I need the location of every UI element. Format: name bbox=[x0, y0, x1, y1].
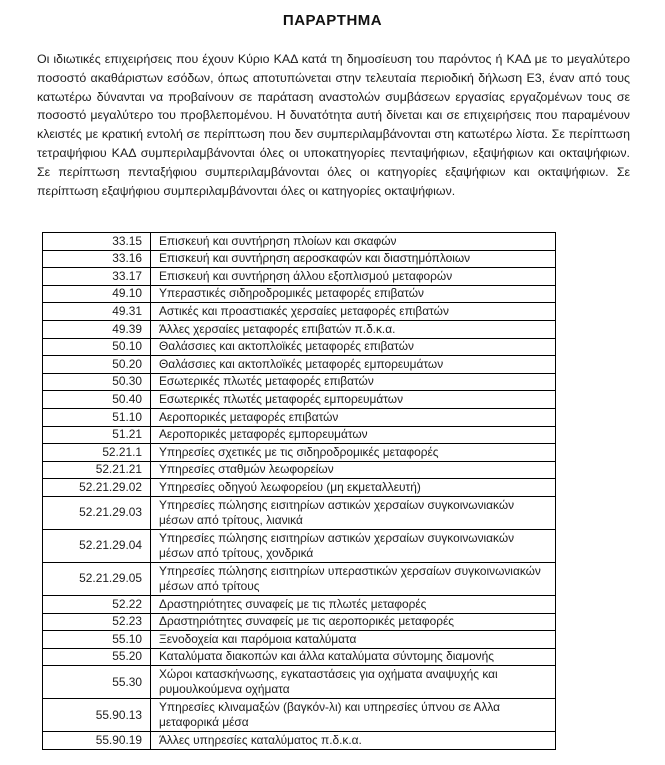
table-row bbox=[43, 444, 556, 462]
kad-code-cell: 52.21.29.02 bbox=[43, 479, 151, 497]
kad-description-cell: Δραστηριότητες συναφείς με τις αεροπορικές μεταφορές bbox=[151, 613, 556, 631]
kad-description-cell: Υπηρεσίες σχετικές με τις σιδηροδρομικές μεταφορές bbox=[151, 444, 556, 462]
intro-paragraph: Οι ιδιωτικές επιχειρήσεις που έχουν Κύριο ΚΑΔ κατά τη δημοσίευση του παρόντος ή ΚΑΔ με το μεγαλύτερο ποσοστό ακαθάριστων εσόδων, όπως αποτυπώνεται στην τελευταία περιοδική δήλωση Ε3, έναν από τους κατωτέρω δύνανται να προβαίνουν σε παράταση αναστολών συμβάσεων εργασίας εργαζομένων τους σε ποσοστό μεγαλύτερο του προβλεπομένου. Η δυνατότητα αυτή δίνεται και σε επιχειρήσεις που παραμένουν κλειστές με κρατική εντολή σε περίπτωση που δεν συμπεριλαμβάνονται στη κατωτέρω λίστα. Σε περίπτωση τετραψήφιου ΚΑΔ συμπεριλαμβάνονται όλες οι υποκατηγορίες πενταψήφιων, εξαψήφιων και οκταψήφιων. Σε περίπτωση πενταξήφιου συμπεριλαμβάνονται όλες οι κατηγορίες εξαψήφιων και οκταψήφιων. Σε περίπτωση εξαψήφιου συμπεριλαμβάνονται όλες οι κατηγορίες οκταψήφιων. bbox=[37, 52, 630, 198]
kad-description-cell: Άλλες χερσαίες μεταφορές επιβατών π.δ.κ.α. bbox=[151, 320, 556, 338]
kad-codes-table bbox=[42, 232, 556, 750]
table-row bbox=[43, 426, 556, 444]
table-row bbox=[43, 479, 556, 497]
kad-code-cell: 50.10 bbox=[43, 338, 151, 356]
table-row bbox=[43, 631, 556, 649]
kad-description-cell: Εσωτερικές πλωτές μεταφορές εμπορευμάτων bbox=[151, 391, 556, 409]
kad-description-cell: Επισκευή και συντήρηση πλοίων και σκαφών bbox=[151, 233, 556, 251]
table-row bbox=[43, 356, 556, 374]
kad-description-cell: Υπηρεσίες πώλησης εισιτηρίων αστικών χερσαίων συγκοινωνιακών μέσων από τρίτους, λιανικά bbox=[151, 496, 556, 529]
kad-description-cell: Δραστηριότητες συναφείς με τις πλωτές μεταφορές bbox=[151, 595, 556, 613]
kad-code-cell: 51.10 bbox=[43, 408, 151, 426]
kad-description-cell: Καταλύματα διακοπών και άλλα καταλύματα σύντομης διαμονής bbox=[151, 648, 556, 666]
kad-code-cell: 52.21.29.05 bbox=[43, 562, 151, 595]
kad-description-cell: Χώροι κατασκήνωσης, εγκαταστάσεις για οχήματα αναψυχής και ρυμουλκούμενα οχήματα bbox=[151, 666, 556, 699]
kad-description-cell: Επισκευή και συντήρηση άλλου εξοπλισμού μεταφορών bbox=[151, 268, 556, 286]
kad-code-cell: 52.22 bbox=[43, 595, 151, 613]
kad-code-cell: 52.21.1 bbox=[43, 444, 151, 462]
table-row bbox=[43, 461, 556, 479]
kad-code-cell: 50.30 bbox=[43, 373, 151, 391]
kad-table-body bbox=[43, 233, 556, 750]
kad-code-cell: 55.90.13 bbox=[43, 699, 151, 732]
kad-code-cell: 33.17 bbox=[43, 268, 151, 286]
kad-code-cell: 52.21.21 bbox=[43, 461, 151, 479]
kad-description-cell: Υπηρεσίες πώλησης εισιτηρίων υπεραστικών χερσαίων συγκοινωνιακών μέσων από τρίτους bbox=[151, 562, 556, 595]
table-row bbox=[43, 408, 556, 426]
kad-description-cell: Υπηρεσίες οδηγού λεωφορείου (μη εκμεταλλευτή) bbox=[151, 479, 556, 497]
kad-description-cell: Αστικές και προαστιακές χερσαίες μεταφορές επιβατών bbox=[151, 303, 556, 321]
table-row bbox=[43, 699, 556, 732]
kad-code-cell: 50.40 bbox=[43, 391, 151, 409]
kad-description-cell: Υπηρεσίες πώλησης εισιτηρίων αστικών χερσαίων συγκοινωνιακών μέσων από τρίτους, χονδρικά bbox=[151, 529, 556, 562]
kad-description-cell: Υπεραστικές σιδηροδρομικές μεταφορές επιβατών bbox=[151, 285, 556, 303]
kad-code-cell: 33.16 bbox=[43, 250, 151, 268]
table-row bbox=[43, 648, 556, 666]
table-row bbox=[43, 285, 556, 303]
kad-description-cell: Υπηρεσίες σταθμών λεωφορείων bbox=[151, 461, 556, 479]
kad-code-cell: 50.20 bbox=[43, 356, 151, 374]
kad-code-cell: 49.10 bbox=[43, 285, 151, 303]
kad-code-cell: 49.31 bbox=[43, 303, 151, 321]
table-row bbox=[43, 338, 556, 356]
kad-code-cell: 52.21.29.03 bbox=[43, 496, 151, 529]
table-row bbox=[43, 732, 556, 750]
kad-description-cell: Εσωτερικές πλωτές μεταφορές επιβατών bbox=[151, 373, 556, 391]
kad-description-cell: Άλλες υπηρεσίες καταλύματος π.δ.κ.α. bbox=[151, 732, 556, 750]
table-row bbox=[43, 303, 556, 321]
table-row bbox=[43, 595, 556, 613]
kad-description-cell: Υπηρεσίες κλιναμαξών (βαγκόν-λι) και υπηρεσίες ύπνου σε Αλλα μεταφορικά μέσα bbox=[151, 699, 556, 732]
kad-code-cell: 33.15 bbox=[43, 233, 151, 251]
kad-description-cell: Ξενοδοχεία και παρόμοια καταλύματα bbox=[151, 631, 556, 649]
table-row bbox=[43, 529, 556, 562]
table-row bbox=[43, 268, 556, 286]
kad-description-cell: Επισκευή και συντήρηση αεροσκαφών και διαστημόπλοιων bbox=[151, 250, 556, 268]
table-row bbox=[43, 562, 556, 595]
kad-code-cell: 52.21.29.04 bbox=[43, 529, 151, 562]
kad-description-cell: Αεροπορικές μεταφορές εμπορευμάτων bbox=[151, 426, 556, 444]
page-title: ΠΑΡΑΡΤΗΜΑ bbox=[282, 12, 383, 29]
kad-code-cell: 52.23 bbox=[43, 613, 151, 631]
table-row bbox=[43, 391, 556, 409]
table-row bbox=[43, 250, 556, 268]
table-row bbox=[43, 666, 556, 699]
table-row bbox=[43, 373, 556, 391]
table-row bbox=[43, 496, 556, 529]
kad-description-cell: Θαλάσσιες και ακτοπλοϊκές μεταφορές εμπορευμάτων bbox=[151, 356, 556, 374]
table-row bbox=[43, 613, 556, 631]
table-row bbox=[43, 233, 556, 251]
kad-code-cell: 55.90.19 bbox=[43, 732, 151, 750]
table-row bbox=[43, 320, 556, 338]
kad-description-cell: Θαλάσσιες και ακτοπλοϊκές μεταφορές επιβατών bbox=[151, 338, 556, 356]
kad-code-cell: 55.30 bbox=[43, 666, 151, 699]
kad-code-cell: 55.20 bbox=[43, 648, 151, 666]
kad-code-cell: 49.39 bbox=[43, 320, 151, 338]
kad-description-cell: Αεροπορικές μεταφορές επιβατών bbox=[151, 408, 556, 426]
kad-code-cell: 51.21 bbox=[43, 426, 151, 444]
kad-code-cell: 55.10 bbox=[43, 631, 151, 649]
